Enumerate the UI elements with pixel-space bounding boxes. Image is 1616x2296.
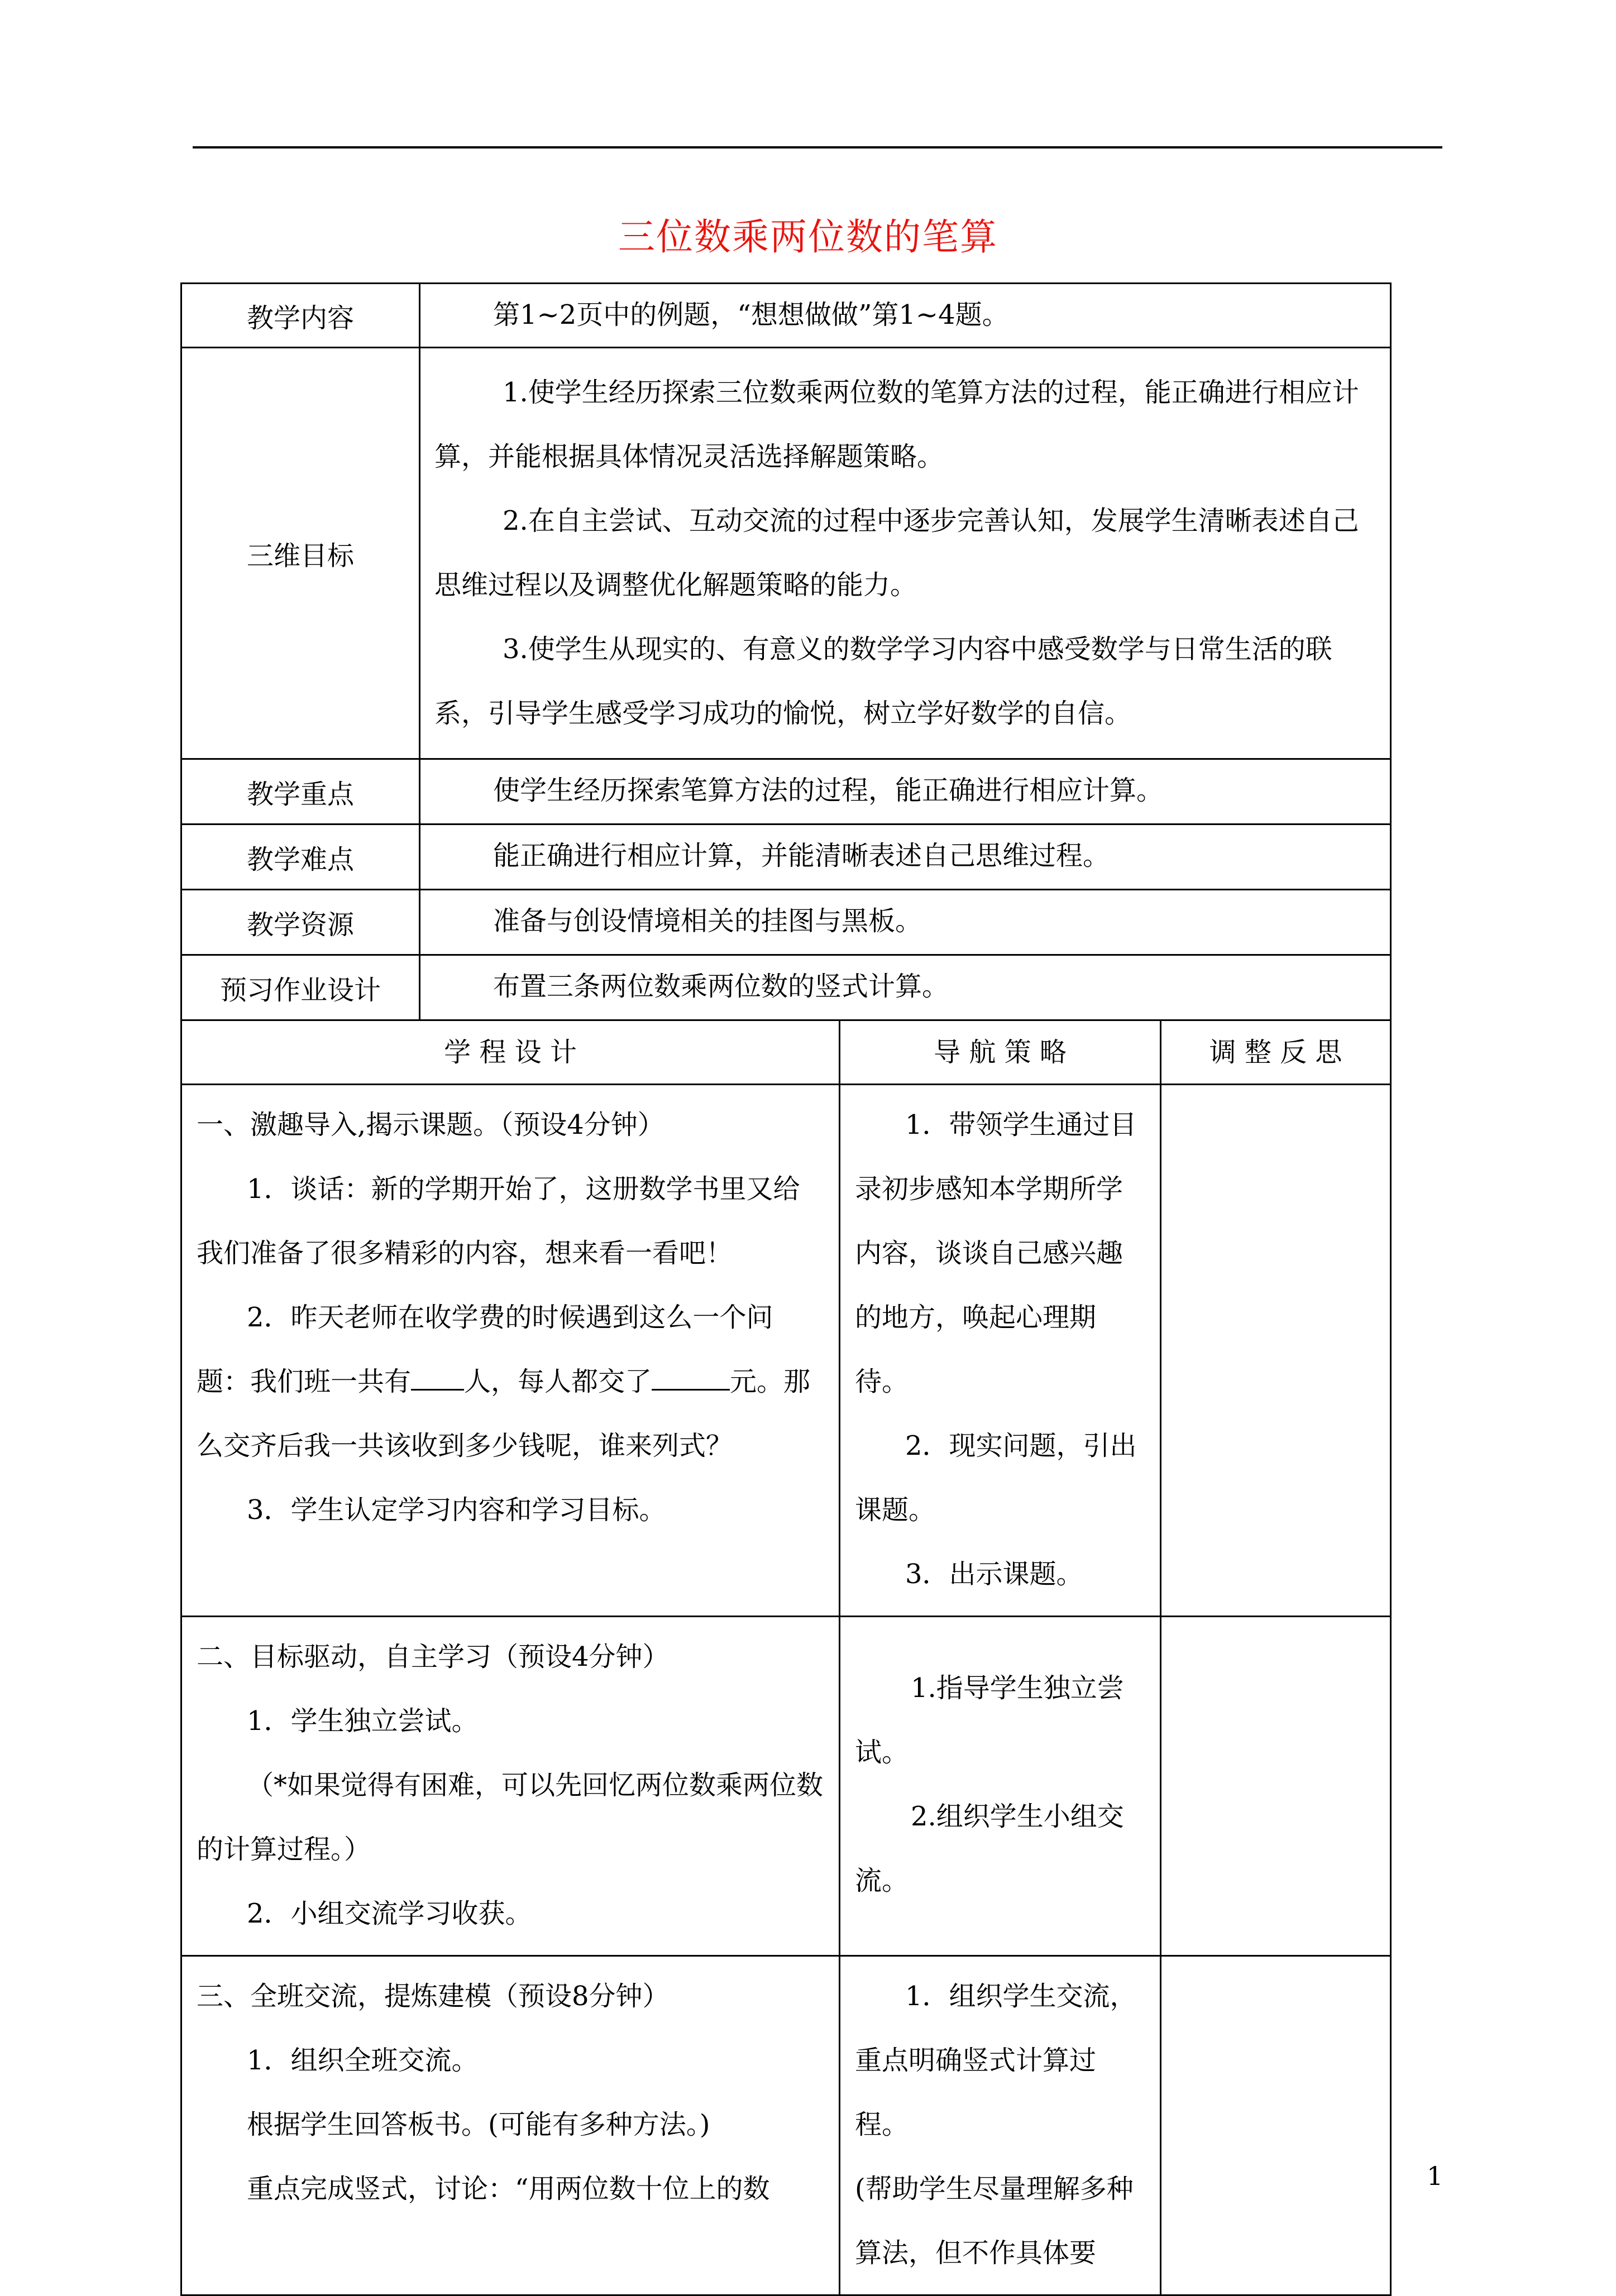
- process-step: 1．学生独立尝试。: [247, 1705, 479, 1737]
- row-section-2: [181, 1617, 1391, 1956]
- row-column-headers: [181, 1020, 1391, 1085]
- header-strategy: 导 航 策 略: [840, 1020, 1161, 1085]
- goal-item: 2.在自主尝试、互动交流的过程中逐步完善认知，发展学生清晰表述自己思维过程以及调整优化解题策略的能力。: [434, 505, 1359, 601]
- section-heading: 三、全班交流，提炼建模（预设8分钟）: [197, 1981, 670, 2012]
- process-step: 2．昨天老师在收学费的时候遇到这么一个问题：我们班一共有 人，每人都交了 元。那么交齐后我一共该收到多少钱呢，谁来列式？: [197, 1302, 811, 1461]
- row-content: [181, 284, 1391, 348]
- lesson-plan-table: [180, 282, 1392, 2296]
- label-teaching-content: 教学内容: [181, 284, 420, 348]
- value-difficulties: 能正确进行相应计算，并能清晰表述自己思维过程。: [420, 825, 1391, 890]
- value-preview-homework: 布置三条两位数乘两位数的竖式计算。: [420, 955, 1391, 1020]
- process-step: 重点完成竖式，讨论：“用两位数十位上的数: [247, 2173, 770, 2204]
- reflection-section-1: [1161, 1085, 1391, 1617]
- page-number: 1: [1427, 2161, 1443, 2191]
- strategy-item: 2．现实问题，引出课题。: [855, 1430, 1137, 1526]
- document-title: 三位数乘两位数的笔算: [618, 215, 998, 258]
- strategy-item: 2.组织学生小组交流。: [855, 1801, 1124, 1896]
- strategy-section-1: [840, 1085, 1161, 1617]
- label-key-points: 教学重点: [181, 759, 420, 825]
- goal-item: 1.使学生经历探索三位数乘两位数的笔算方法的过程，能正确进行相应计算，并能根据具体情况灵活选择解题策略。: [434, 377, 1359, 472]
- row-key-points: [181, 759, 1391, 825]
- strategy-section-3: [840, 1956, 1161, 2295]
- process-step: 2．小组交流学习收获。: [247, 1898, 532, 1929]
- strategy-item: 1.指导学生独立尝试。: [855, 1672, 1124, 1768]
- process-section-3: [181, 1956, 840, 2295]
- process-section-1: [181, 1085, 840, 1617]
- blank-line: [652, 1362, 730, 1391]
- label-preview-homework: 预习作业设计: [181, 955, 420, 1020]
- label-goals: 三维目标: [181, 348, 420, 759]
- process-step: （*如果觉得有困难，可以先回忆两位数乘两位数的计算过程。）: [197, 1770, 824, 1865]
- reflection-section-2: [1161, 1617, 1391, 1956]
- row-difficulties: [181, 825, 1391, 890]
- strategy-item: 3．出示课题。: [905, 1559, 1083, 1590]
- process-section-2: [181, 1617, 840, 1956]
- row-preview-homework: [181, 955, 1391, 1020]
- strategy-item: (帮助学生尽量理解多种算法，但不作具体要: [855, 2173, 1134, 2269]
- label-difficulties: 教学难点: [181, 825, 420, 890]
- process-step: 1．谈话：新的学期开始了，这册数学书里又给我们准备了很多精彩的内容，想来看一看吧！: [197, 1173, 800, 1269]
- strategy-item: 1．带领学生通过目录初步感知本学期所学内容，谈谈自己感兴趣的地方，唤起心理期待。: [855, 1109, 1137, 1397]
- label-resources: 教学资源: [181, 890, 420, 955]
- process-step: 1．组织全班交流。: [247, 2045, 479, 2076]
- strategy-section-2: [840, 1617, 1161, 1956]
- header-process-design: 学 程 设 计: [181, 1020, 840, 1085]
- value-teaching-content: 第1~2页中的例题，“想想做做”第1~4题。: [420, 284, 1391, 348]
- row-section-1: [181, 1085, 1391, 1617]
- row-goals: [181, 348, 1391, 759]
- row-resources: [181, 890, 1391, 955]
- process-step: 3．学生认定学习内容和学习目标。: [247, 1494, 666, 1526]
- reflection-section-3: [1161, 1956, 1391, 2295]
- goal-item: 3.使学生从现实的、有意义的数学学习内容中感受数学与日常生活的联系，引导学生感受学习成功的愉悦，树立学好数学的自信。: [434, 634, 1332, 729]
- section-heading: 二、目标驱动，自主学习（预设4分钟）: [197, 1641, 670, 1672]
- header-rule: [193, 146, 1442, 148]
- blank-line: [411, 1362, 464, 1391]
- header-reflection: 调 整 反 思: [1161, 1020, 1391, 1085]
- process-step: 根据学生回答板书。(可能有多种方法。): [247, 2109, 710, 2140]
- value-goals: [420, 348, 1391, 759]
- section-heading: 一、激趣导入,揭示课题。（预设4分钟）: [197, 1109, 664, 1140]
- value-key-points: 使学生经历探索笔算方法的过程，能正确进行相应计算。: [420, 759, 1391, 825]
- row-section-3: [181, 1956, 1391, 2295]
- value-resources: 准备与创设情境相关的挂图与黑板。: [420, 890, 1391, 955]
- strategy-item: 1．组织学生交流，重点明确竖式计算过程。: [855, 1981, 1137, 2140]
